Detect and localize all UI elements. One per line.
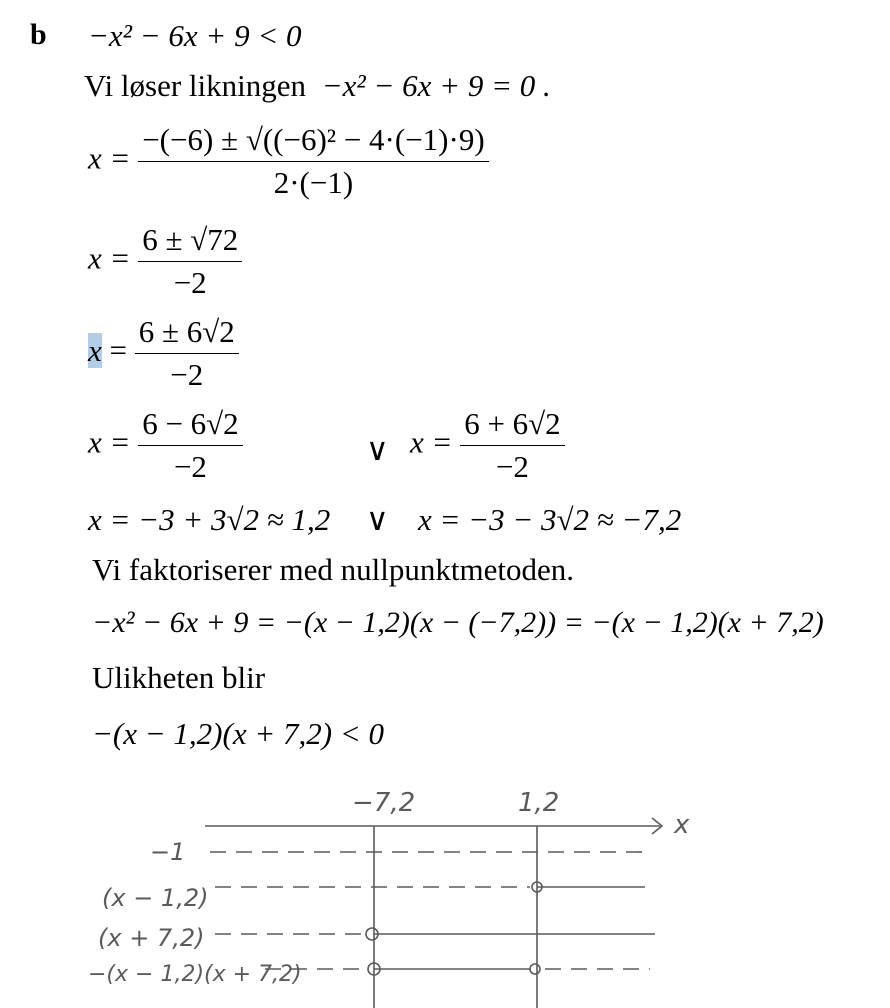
row-label-factor-1: (x − 1,2): [102, 884, 209, 912]
solve-intro-text: Vi løser likningen: [84, 68, 306, 103]
root-negative: x = −3 − 3√2 ≈ −7,2: [418, 502, 682, 537]
factor-intro: Vi faktoriserer med nullpunktmetoden.: [92, 552, 574, 587]
selected-variable[interactable]: x: [88, 332, 102, 368]
row-label-minus-one: −1: [150, 838, 186, 866]
inequality-intro: Ulikheten blir: [92, 660, 266, 695]
split-left-denominator: −2: [173, 449, 207, 484]
formula-lhs: x =: [88, 140, 131, 176]
critical-point-left: −7,2: [352, 788, 416, 818]
step-sqrt72-lhs: x =: [88, 240, 131, 276]
step-simplified-denominator: −2: [170, 357, 204, 392]
split-or-symbol: ∨: [366, 432, 389, 467]
split-right-numerator: 6 + 6√2: [460, 406, 565, 446]
formula-denominator: 2·(−1): [273, 165, 354, 200]
step-simplified-equals: =: [109, 332, 127, 368]
final-inequality: −(x − 1,2)(x + 7,2) < 0: [92, 716, 384, 751]
equation-inline: −x² − 6x + 9 = 0 .: [321, 68, 551, 103]
critical-point-right: 1,2: [518, 788, 560, 818]
row-label-factor-2: (x + 7,2): [98, 924, 205, 952]
split-left-numerator: 6 − 6√2: [138, 406, 243, 446]
split-right-denominator: −2: [495, 449, 529, 484]
axis-label: x: [674, 810, 690, 840]
row-product-zero-right: [530, 964, 540, 974]
factored-expression: −x² − 6x + 9 = −(x − 1,2)(x − (−7,2)) = −(x − 1,2)(x + 7,2): [92, 606, 824, 639]
step-simplified-numerator: 6 ± 6√2: [135, 314, 239, 354]
root-positive: x = −3 + 3√2 ≈ 1,2: [88, 502, 331, 537]
part-label: b: [30, 18, 47, 51]
step-sqrt72-denominator: −2: [173, 265, 207, 300]
formula-numerator: −(−6) ± √((−6)² − 4·(−1)·9): [138, 122, 488, 162]
inequality: −x² − 6x + 9 < 0: [88, 18, 302, 53]
split-left-lhs: x =: [88, 424, 131, 460]
roots-or-symbol: ∨: [366, 502, 389, 537]
split-right-lhs: x =: [410, 424, 453, 460]
step-sqrt72-numerator: 6 ± √72: [138, 222, 242, 262]
row-label-product: −(x − 1,2)(x + 7,2): [88, 962, 302, 987]
